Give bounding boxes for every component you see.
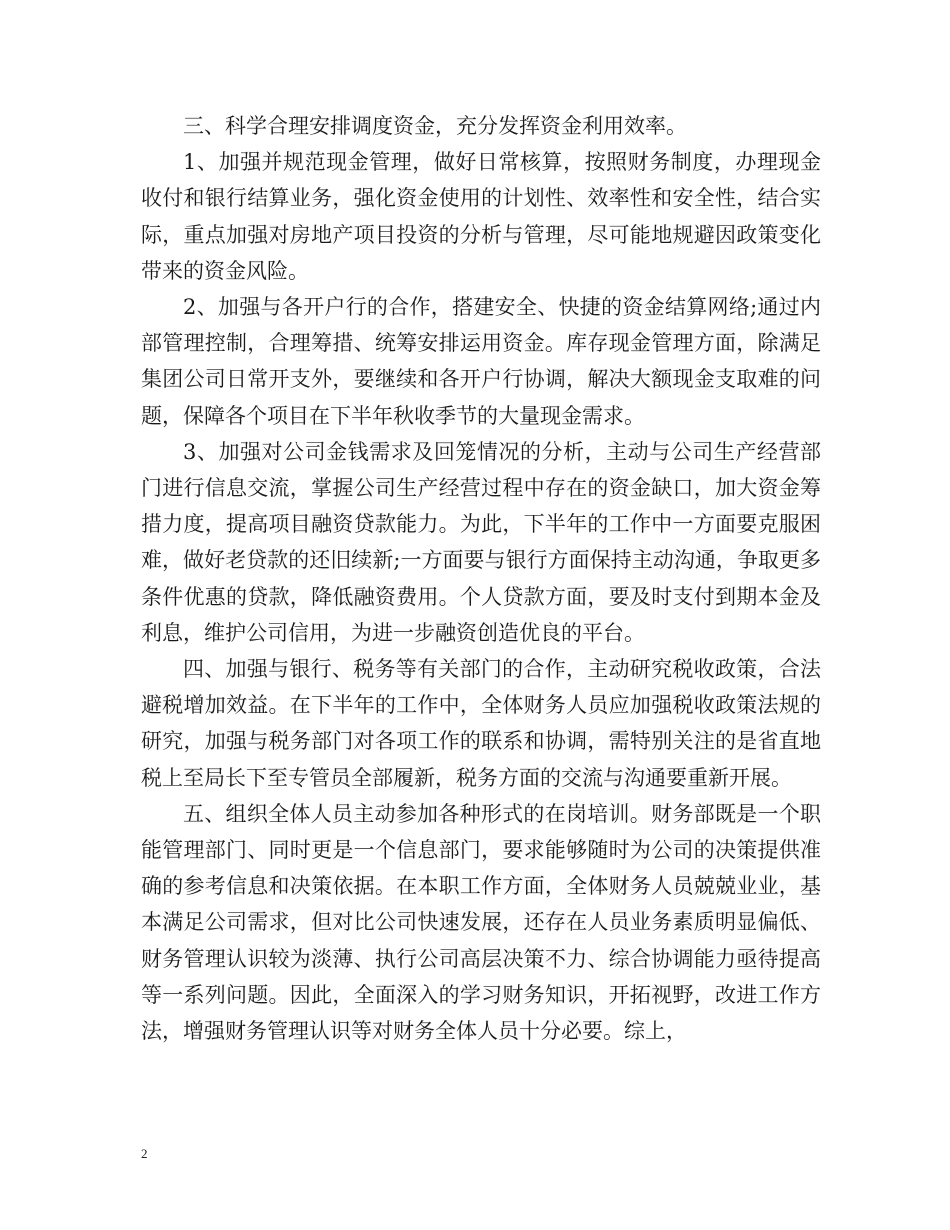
- document-body: [141, 108, 821, 1049]
- section-three-heading: 三、科学合理安排调度资金，充分发挥资金利用效率。: [183, 114, 687, 138]
- paragraph-item-3: 3、加强对公司金钱需求及回笼情况的分析，主动与公司生产经营部门进行信息交流，掌握公司生产经营过程中存在的资金缺口，加大资金筹措力度，提高项目融资贷款能力。为此，下半年的工作中一方面要克服困难，做好老贷款的还旧续新;一方面要与银行方面保持主动沟通，争取更多条件优惠的贷款，降低融资费用。个人贷款方面，要及时支付到期本金及利息，维护公司信用，为进一步融资创造优良的平台。: [141, 439, 821, 645]
- section-four-paragraph: 四、加强与银行、税务等有关部门的合作，主动研究税收政策，合法避税增加效益。在下半年的工作中，全体财务人员应加强税收政策法规的研究，加强与税务部门对各项工作的联系和协调，需特别关注的是省直地税上至局长下至专管员全部履新，税务方面的交流与沟通要重新开展。: [141, 657, 821, 790]
- paragraph-item-2: 2、加强与各开户行的合作，搭建安全、快捷的资金结算网络;通过内部管理控制，合理筹措、统筹安排运用资金。库存现金管理方面，除满足集团公司日常开支外，要继续和各开户行协调，解决大额现金支取难的问题，保障各个项目在下半年秋收季节的大量现金需求。: [141, 295, 821, 428]
- paragraph-item-1: 1、加强并规范现金管理，做好日常核算，按照财务制度，办理现金收付和银行结算业务，强化资金使用的计划性、效率性和安全性，结合实际，重点加强对房地产项目投资的分析与管理，尽可能地规避因政策变化带来的资金风险。: [141, 150, 821, 283]
- section-five-paragraph: 五、组织全体人员主动参加各种形式的在岗培训。财务部既是一个职能管理部门、同时更是一个信息部门，要求能够随时为公司的决策提供准确的参考信息和决策依据。在本职工作方面，全体财务人员兢兢业业，基本满足公司需求，但对比公司快速发展，还存在人员业务素质明显偏低、财务管理认识较为淡薄、执行公司高层决策不力、综合协调能力亟待提高等一系列问题。因此，全面深入的学习财务知识，开拓视野，改进工作方法，增强财务管理认识等对财务全体人员十分必要。综上，: [141, 801, 821, 1044]
- page-number: 2: [141, 1146, 148, 1161]
